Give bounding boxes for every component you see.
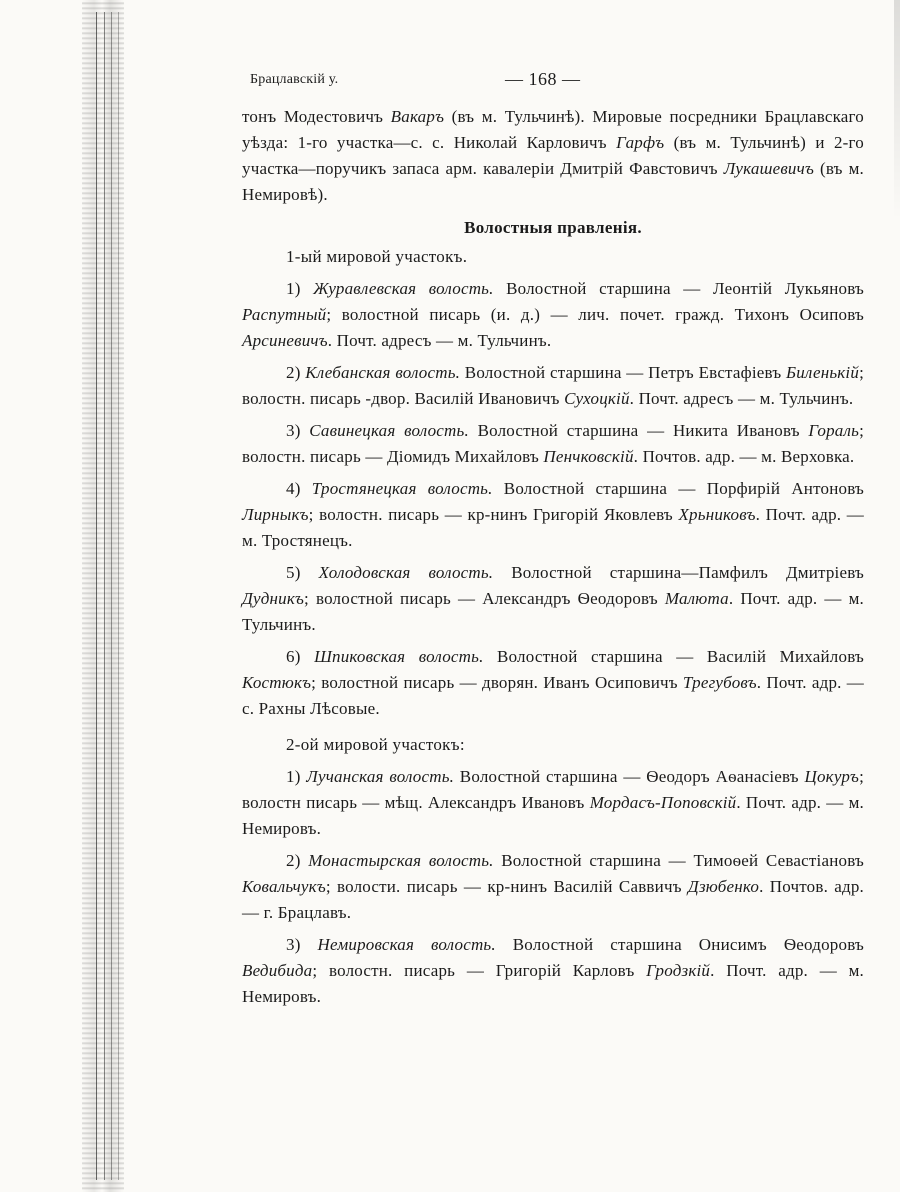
intro-surname: Вакаръ (390, 107, 445, 126)
surname: Распутный (242, 305, 327, 324)
volost-entry (242, 276, 864, 354)
entry-text: . Почтов. адр. — г. Брацлавъ. (242, 877, 864, 922)
surname: Сухоцкій (564, 389, 630, 408)
entry-text: Волостной старшина—Памфилъ Дмитріевъ (493, 563, 864, 582)
surname: Мордасъ-Поповскій (589, 793, 737, 812)
entry-number: 3) (286, 421, 310, 440)
scan-binding-line (118, 12, 119, 1180)
surname: Ковальчукъ (242, 877, 326, 896)
entry-text: . Почт. адресъ — м. Тульчинъ. (327, 331, 552, 350)
intro-surname: Гарфъ (616, 133, 665, 152)
district-heading: 1-ый мировой участокъ. (286, 247, 468, 266)
spacer (242, 722, 864, 730)
entry-text: . Почт. адр. — м. Тростянецъ. (242, 505, 864, 550)
section-heading: Волостныя правленія. (464, 218, 642, 237)
surname: Лирныкъ (242, 505, 309, 524)
intro-text: тонъ Модестовичъ (242, 107, 391, 126)
entry-text: Волостной старшина — Ѳеодоръ Аѳанасіевъ (454, 767, 805, 786)
entry-text: Волостной старшина — Тимоѳей Севастіановъ (493, 851, 865, 870)
entry-number: 5) (286, 563, 319, 582)
volost-entry (242, 764, 864, 842)
surname: Пенчковскій (543, 447, 634, 466)
entry-number: 6) (286, 647, 315, 666)
entry-number: 1) (286, 767, 307, 786)
entry-number: 2) (286, 363, 306, 382)
page-number: — 168 — (505, 69, 581, 89)
entry-text: ; волостн. писарь — кр-нинъ Григорій Яковлевъ (308, 505, 679, 524)
entry-text: . Почт. адр. — м. Немировъ. (242, 793, 864, 838)
entry-text: . Почт. адр. — м. Немировъ. (242, 961, 865, 1006)
entry-number: 3) (286, 935, 318, 954)
entry-text: ; волостн. писарь — Григорій Карловъ (312, 961, 647, 980)
surname: Биленькій (786, 363, 860, 382)
surname: Костюкъ (242, 673, 312, 692)
entry-text: ; волостной писарь — дворян. Иванъ Осиповичъ (311, 673, 683, 692)
surname: Дудникъ (242, 589, 305, 608)
intro-text: (въ м. Тульчинѣ) и 2-го участка—поручикъ запаса арм. кавалеріи Дмитрій Фавстовичъ (242, 133, 864, 178)
entry-text: Волостной старшина — Никита Ивановъ (468, 421, 809, 440)
intro-paragraph (242, 104, 864, 208)
volost-name: Лучанская волость. (306, 767, 455, 786)
volost-entry (242, 418, 864, 470)
volost-entry (242, 932, 864, 1010)
entry-text: Волостной старшина — Василій Михайловъ (483, 647, 864, 666)
entry-text: Волостной старшина — Порфирій Антоновъ (492, 479, 865, 498)
scan-binding-line (96, 12, 97, 1180)
volost-name: Тростянецкая волость. (311, 479, 493, 498)
volost-name: Журавлевская волость. (313, 279, 494, 298)
running-head: Брацлавскій у. (250, 72, 339, 87)
entry-text: Волостной старшина Онисимъ Ѳеодоровъ (495, 935, 864, 954)
intro-text: (въ м. Немировѣ). (242, 159, 864, 204)
entry-number: 4) (286, 479, 312, 498)
volost-name: Савинецкая волость. (309, 421, 469, 440)
volost-name: Шпиковская волость. (314, 647, 484, 666)
surname: Цокуръ (804, 767, 860, 786)
scan-right-edge (894, 0, 900, 220)
volost-entry (242, 848, 864, 926)
entry-number: 1) (286, 279, 314, 298)
surname: Гораль (808, 421, 860, 440)
entry-text: . Почт. адр. — м. Тульчинъ. (242, 589, 864, 634)
entry-number: 2) (286, 851, 309, 870)
intro-surname: Лукашевичъ (723, 159, 814, 178)
entry-text: . Почт. адресъ — м. Тульчинъ. (629, 389, 854, 408)
surname: Хрьниковъ (678, 505, 756, 524)
entry-text: ; волостной писарь — Александръ Ѳеодоровъ (304, 589, 665, 608)
volost-name: Немировская волость. (317, 935, 496, 954)
volost-name: Монастырская волость. (308, 851, 494, 870)
entry-text: . Почтов. адр. — м. Верховка. (633, 447, 855, 466)
entry-text: ; волостн писарь — мѣщ. Александръ Ивановъ (242, 767, 864, 812)
surname: Ведибида (242, 961, 313, 980)
surname: Дзюбенко (687, 877, 760, 896)
surname: Трегубовъ (682, 673, 757, 692)
volost-entry (242, 644, 864, 722)
intro-text: (въ м. Тульчинѣ). Мировые посредники Брацлавскаго уѣзда: 1-го участка—с. с. Николай Карловичъ (242, 107, 865, 152)
volost-name: Клебанская волость. (305, 363, 461, 382)
entry-text: ; волостной писарь (и. д.) — лич. почет. гражд. Тихонъ Осиповъ (326, 305, 864, 324)
entry-text: ; волостн. писарь — Діомидъ Михайловъ (242, 421, 864, 466)
volost-entry (242, 476, 864, 554)
volost-name: Холодовская волость. (318, 563, 494, 582)
document-body (242, 104, 864, 1010)
entry-text: ; волости. писарь — кр-нинъ Василій Саввичъ (325, 877, 688, 896)
scan-binding-line (111, 12, 112, 1180)
surname: Гродзкій (646, 961, 711, 980)
district-heading: 2-ой мировой участокъ: (286, 735, 465, 754)
entry-text: Волостной старшина — Леонтій Лукьяновъ (493, 279, 864, 298)
entry-text: ; волостн. писарь -двор. Василій Ивановичъ (242, 363, 864, 408)
page-header (0, 69, 900, 96)
entry-text: Волостной старшина — Петръ Евстафіевъ (460, 363, 786, 382)
surname: Арсиневичъ (242, 331, 328, 350)
scan-binding-line (104, 12, 105, 1180)
entry-text: . Почт. адр. — с. Рахны Лѣсовые. (242, 673, 864, 718)
volost-entry (242, 560, 864, 638)
surname: Малюта (664, 589, 729, 608)
volost-entry (242, 360, 864, 412)
